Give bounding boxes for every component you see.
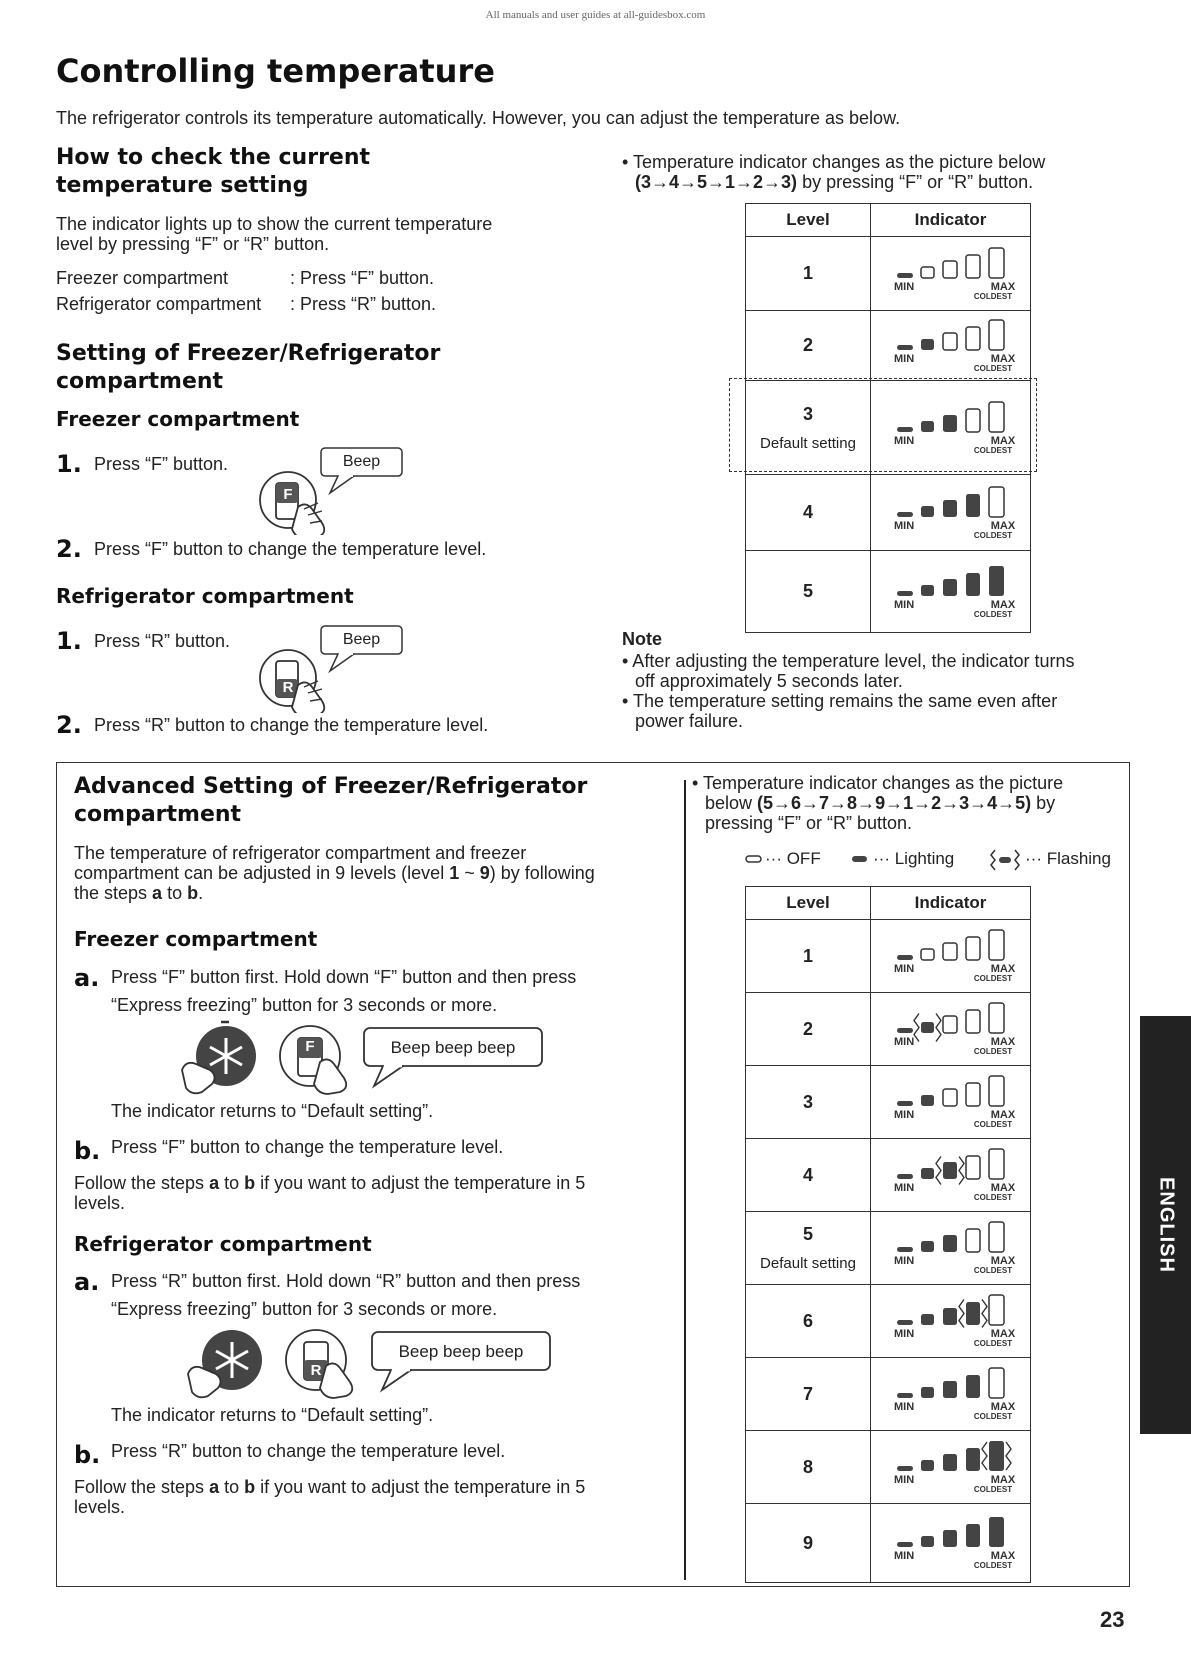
indicator-segment-2 xyxy=(921,1241,934,1252)
f-step1-text: Press “F” button. xyxy=(94,454,229,474)
level-cell xyxy=(746,1358,871,1431)
indicator-segment-3 xyxy=(943,1530,957,1547)
level-cell xyxy=(746,1066,871,1139)
max-label: MAX xyxy=(990,963,1015,975)
indicator-cell xyxy=(871,920,1031,993)
coldest-label: COLDEST xyxy=(973,1266,1012,1275)
max-label: MAX xyxy=(990,1255,1015,1267)
level-row xyxy=(746,237,1031,311)
level-row xyxy=(746,381,1031,475)
indicator-segment-5 xyxy=(989,1149,1004,1179)
max-label: MAX xyxy=(990,1550,1015,1562)
indicator-segment-2 xyxy=(921,1387,934,1398)
level-row xyxy=(746,1066,1031,1139)
advanced-heading: Advanced Setting of Freezer/Refrigerator compartment xyxy=(74,774,588,827)
level-number: 4 xyxy=(802,502,813,522)
min-label: MIN xyxy=(893,434,914,447)
temperature-indicator xyxy=(881,482,1021,544)
legend-off: ··· OFF xyxy=(765,849,821,868)
legend-lighting: ··· Lighting xyxy=(873,849,955,868)
level-row xyxy=(746,1285,1031,1358)
adv-fridge-heading: Refrigerator compartment xyxy=(74,1232,372,1256)
fridge-heading: Refrigerator compartment xyxy=(56,584,354,608)
temperature-indicator xyxy=(881,998,1021,1060)
min-label: MIN xyxy=(893,1550,914,1562)
ra-text: Press “R” button first. Hold down “R” button and then press “Express freezing” button for 3 seconds or more. xyxy=(111,1271,581,1319)
indicator-segment-1 xyxy=(897,1174,913,1179)
coldest-label: COLDEST xyxy=(973,1485,1012,1494)
level-number: 8 xyxy=(802,1456,813,1477)
indicator-segment-3 xyxy=(943,261,957,278)
coldest-label: COLDEST xyxy=(973,1412,1012,1421)
beep-bubble-r: Beep xyxy=(342,631,381,648)
temperature-indicator xyxy=(881,561,1021,623)
indicator-segment-3 xyxy=(943,1235,957,1252)
level-row xyxy=(746,993,1031,1066)
min-label: MIN xyxy=(893,1255,914,1267)
f-key-label: F xyxy=(283,486,293,503)
level-table-basic xyxy=(745,203,1031,633)
min-label: MIN xyxy=(893,280,914,293)
indicator-segment-4 xyxy=(966,255,980,278)
level-cell xyxy=(746,1504,871,1583)
indicator-segment-5 xyxy=(989,930,1004,960)
adv-f-key-label: F xyxy=(305,1038,315,1055)
min-label: MIN xyxy=(893,1109,914,1121)
coldest-label: COLDEST xyxy=(973,1047,1012,1056)
check-heading: How to check the current temperature setting xyxy=(56,145,371,198)
coldest-label: COLDEST xyxy=(973,1339,1012,1348)
r-step1-text: Press “R” button. xyxy=(94,631,231,651)
indicator-cell xyxy=(871,381,1031,475)
indicator-segment-5 xyxy=(989,1295,1004,1325)
level-row xyxy=(746,1212,1031,1285)
indicator-segment-1 xyxy=(897,591,913,596)
indicator-segment-4 xyxy=(966,1156,980,1179)
indicator-segment-3 xyxy=(943,333,957,350)
fa-number: a. xyxy=(74,964,100,992)
level-cell xyxy=(746,1285,871,1358)
fb-number: b. xyxy=(74,1137,101,1165)
indicator-segment-2 xyxy=(921,1536,934,1547)
freezer-action: : Press “F” button. xyxy=(290,268,435,288)
off-icon xyxy=(745,854,763,864)
indicator-segment-5 xyxy=(989,1003,1004,1033)
level-row xyxy=(746,311,1031,381)
beep-bubble: Beep xyxy=(342,453,381,470)
indicator-segment-3 xyxy=(943,1454,957,1471)
level-row xyxy=(746,1139,1031,1212)
check-description: The indicator lights up to show the current temperature level by pressing “F” or “R” button. xyxy=(56,214,493,254)
level-cell xyxy=(746,920,871,993)
indicator-legend xyxy=(745,849,1125,873)
temperature-indicator xyxy=(881,315,1021,377)
indicator-segment-1 xyxy=(897,1320,913,1325)
indicator-segment-2 xyxy=(921,1314,934,1325)
indicator-segment-5 xyxy=(989,1222,1004,1252)
coldest-label: COLDEST xyxy=(973,1561,1012,1570)
indicator-segment-2 xyxy=(921,421,934,432)
col-level-adv: Level xyxy=(746,887,871,920)
f-returns-text: The indicator returns to “Default setting”. xyxy=(111,1101,434,1121)
indicator-segment-4 xyxy=(966,1229,980,1252)
indicator-cell xyxy=(871,993,1031,1066)
indicator-segment-1 xyxy=(897,273,913,278)
note-title: Note xyxy=(622,629,662,649)
indicator-segment-5 xyxy=(989,487,1004,517)
r-follow-text: Follow the steps a to b if you want to adjust the temperature in 5 levels. xyxy=(74,1477,586,1517)
f-step2-text: Press “F” button to change the temperature level. xyxy=(94,539,487,559)
min-label: MIN xyxy=(893,1182,914,1194)
beep3-bubble-f: Beep beep beep xyxy=(390,1038,516,1057)
level-number: 3 xyxy=(802,403,813,424)
min-label: MIN xyxy=(893,352,914,365)
indicator-segment-5 xyxy=(989,1517,1004,1547)
temperature-indicator xyxy=(881,397,1021,459)
table1-bullet: • Temperature indicator changes as the picture below (3→4→5→1→2→3) by pressing “F” or “R” button. xyxy=(622,152,1046,192)
min-label: MIN xyxy=(893,598,914,611)
note-bullets: • After adjusting the temperature level, the indicator turns off approximately 5 seconds later. • The temperature setting remains the same even after power failure. xyxy=(622,651,1075,731)
coldest-label: COLDEST xyxy=(973,291,1012,301)
temperature-indicator xyxy=(881,1217,1021,1279)
indicator-cell xyxy=(871,311,1031,381)
default-setting-label: Default setting xyxy=(760,434,856,452)
coldest-label: COLDEST xyxy=(973,445,1012,455)
advanced-divider xyxy=(684,780,686,1580)
level-row xyxy=(746,920,1031,993)
temperature-indicator xyxy=(881,1071,1021,1133)
indicator-segment-1 xyxy=(897,1028,913,1033)
level-number: 9 xyxy=(802,1532,813,1553)
temperature-indicator xyxy=(881,1436,1021,1498)
indicator-segment-1 xyxy=(897,1247,913,1252)
indicator-segment-1 xyxy=(897,1466,913,1471)
temperature-indicator xyxy=(881,1363,1021,1425)
level-cell xyxy=(746,475,871,551)
r-returns-text: The indicator returns to “Default setting”. xyxy=(111,1405,434,1425)
table2-bullet: • Temperature indicator changes as the picture below (5→6→7→8→9→1→2→3→4→5) by pressing “F” or “R” button. xyxy=(692,773,1064,833)
max-label: MAX xyxy=(990,1328,1015,1340)
indicator-cell xyxy=(871,551,1031,633)
min-label: MIN xyxy=(893,1474,914,1486)
indicator-segment-5 xyxy=(989,1441,1004,1471)
max-label: MAX xyxy=(990,1182,1015,1194)
lighting-icon xyxy=(851,854,869,864)
level-cell xyxy=(746,993,871,1066)
r-step2-number: 2. xyxy=(56,711,82,739)
source-note: All manuals and user guides at all-guidesbox.com xyxy=(485,9,706,21)
level-row xyxy=(746,1504,1031,1583)
max-label: MAX xyxy=(990,519,1015,532)
indicator-segment-3 xyxy=(943,1089,957,1106)
level-cell xyxy=(746,237,871,311)
indicator-segment-1 xyxy=(897,955,913,960)
indicator-segment-2 xyxy=(921,585,934,596)
indicator-segment-5 xyxy=(989,1076,1004,1106)
level-row xyxy=(746,551,1031,633)
coldest-label: COLDEST xyxy=(973,1120,1012,1129)
advanced-description: The temperature of refrigerator compartment and freezer compartment can be adjusted in 9 levels (level 1 ~ 9) by following the steps a to b. xyxy=(74,843,595,903)
indicator-segment-2 xyxy=(921,1095,934,1106)
coldest-label: COLDEST xyxy=(973,530,1012,540)
col-indicator: Indicator xyxy=(871,204,1031,237)
level-cell xyxy=(746,1212,871,1285)
level-row xyxy=(746,1358,1031,1431)
indicator-segment-5 xyxy=(989,248,1004,278)
indicator-segment-1 xyxy=(897,427,913,432)
level-cell xyxy=(746,381,871,475)
indicator-cell xyxy=(871,1431,1031,1504)
temperature-indicator xyxy=(881,1290,1021,1352)
temperature-indicator xyxy=(881,243,1021,305)
indicator-segment-2 xyxy=(921,339,934,350)
min-label: MIN xyxy=(893,963,914,975)
flashing-icon xyxy=(987,849,1023,871)
indicator-segment-4 xyxy=(966,573,980,596)
level-number: 1 xyxy=(802,945,813,966)
indicator-segment-4 xyxy=(966,409,980,432)
indicator-segment-5 xyxy=(989,402,1004,432)
level-number: 4 xyxy=(802,1164,813,1185)
indicator-cell xyxy=(871,475,1031,551)
language-tab: ENGLISH xyxy=(1140,1016,1191,1434)
indicator-segment-2 xyxy=(921,1022,934,1033)
fridge-action: : Press “R” button. xyxy=(290,294,437,314)
level-number: 5 xyxy=(802,1224,813,1244)
level-table-advanced xyxy=(745,886,1031,1583)
indicator-segment-1 xyxy=(897,1542,913,1547)
r-step1-number: 1. xyxy=(56,627,82,655)
indicator-segment-3 xyxy=(943,1016,957,1033)
level-cell xyxy=(746,311,871,381)
fb-text: Press “F” button to change the temperature level. xyxy=(111,1137,504,1157)
indicator-segment-3 xyxy=(943,579,957,596)
f-follow-text: Follow the steps a to b if you want to adjust the temperature in 5 levels. xyxy=(74,1173,586,1213)
r-step2-text: Press “R” button to change the temperature level. xyxy=(94,715,489,735)
beep3-bubble-r: Beep beep beep xyxy=(398,1342,524,1361)
indicator-segment-4 xyxy=(966,1010,980,1033)
min-label: MIN xyxy=(893,1401,914,1413)
temperature-indicator xyxy=(881,1144,1021,1206)
min-label: MIN xyxy=(893,1036,914,1048)
coldest-label: COLDEST xyxy=(973,1193,1012,1202)
indicator-segment-4 xyxy=(966,494,980,517)
indicator-cell xyxy=(871,1358,1031,1431)
adv-freezer-heading: Freezer compartment xyxy=(74,927,318,951)
coldest-label: COLDEST xyxy=(973,609,1012,619)
f-step1-number: 1. xyxy=(56,450,82,478)
level-cell xyxy=(746,1431,871,1504)
indicator-cell xyxy=(871,1212,1031,1285)
check-list xyxy=(56,265,436,317)
fridge-label: Refrigerator compartment xyxy=(56,294,262,314)
f-step2-number: 2. xyxy=(56,535,82,563)
indicator-segment-3 xyxy=(943,1381,957,1398)
max-label: MAX xyxy=(990,598,1015,611)
indicator-segment-3 xyxy=(943,1308,957,1325)
indicator-segment-4 xyxy=(966,1302,980,1325)
rb-number: b. xyxy=(74,1441,101,1469)
level-number: 3 xyxy=(802,1091,813,1112)
max-label: MAX xyxy=(990,1401,1015,1413)
indicator-segment-5 xyxy=(989,320,1004,350)
adv-r-key-label: R xyxy=(310,1362,322,1379)
indicator-segment-2 xyxy=(921,1168,934,1179)
freezer-label: Freezer compartment xyxy=(56,268,229,288)
level-number: 6 xyxy=(802,1310,813,1331)
setting-heading: Setting of Freezer/Refrigerator compartment xyxy=(56,341,441,394)
indicator-segment-4 xyxy=(966,937,980,960)
indicator-segment-2 xyxy=(921,949,934,960)
rb-text: Press “R” button to change the temperature level. xyxy=(111,1441,506,1461)
level-number: 2 xyxy=(802,335,813,355)
indicator-segment-4 xyxy=(966,1524,980,1547)
indicator-cell xyxy=(871,1066,1031,1139)
level-row xyxy=(746,475,1031,551)
freezer-heading: Freezer compartment xyxy=(56,407,300,431)
min-label: MIN xyxy=(893,519,914,532)
indicator-segment-4 xyxy=(966,1083,980,1106)
indicator-segment-4 xyxy=(966,1448,980,1471)
indicator-segment-1 xyxy=(897,345,913,350)
indicator-segment-4 xyxy=(966,1375,980,1398)
max-label: MAX xyxy=(990,280,1015,293)
indicator-segment-4 xyxy=(966,327,980,350)
indicator-segment-3 xyxy=(943,415,957,432)
max-label: MAX xyxy=(990,1474,1015,1486)
page-title: Controlling temperature xyxy=(56,52,495,90)
temperature-indicator xyxy=(881,925,1021,987)
temperature-indicator xyxy=(881,1512,1021,1574)
indicator-segment-5 xyxy=(989,566,1004,596)
level-number: 1 xyxy=(802,263,813,283)
coldest-label: COLDEST xyxy=(973,363,1012,373)
intro-text: The refrigerator controls its temperature automatically. However, you can adjust the temperature as below. xyxy=(56,108,901,128)
min-label: MIN xyxy=(893,1328,914,1340)
indicator-segment-2 xyxy=(921,506,934,517)
indicator-segment-1 xyxy=(897,1393,913,1398)
default-setting-label: Default setting xyxy=(760,1255,856,1272)
indicator-segment-1 xyxy=(897,512,913,517)
indicator-segment-1 xyxy=(897,1101,913,1106)
indicator-segment-2 xyxy=(921,1460,934,1471)
page-number: 23 xyxy=(1100,1607,1125,1632)
indicator-cell xyxy=(871,1504,1031,1583)
max-label: MAX xyxy=(990,434,1015,447)
indicator-segment-3 xyxy=(943,1162,957,1179)
indicator-segment-3 xyxy=(943,500,957,517)
ra-number: a. xyxy=(74,1268,100,1296)
fa-text: Press “F” button first. Hold down “F” button and then press “Express freezing” button for 3 seconds or more. xyxy=(111,967,577,1015)
level-number: 5 xyxy=(802,581,813,601)
coldest-label: COLDEST xyxy=(973,974,1012,983)
level-row xyxy=(746,1431,1031,1504)
level-number: 2 xyxy=(802,1018,813,1039)
legend-flashing: ··· Flashing xyxy=(1025,849,1111,868)
indicator-segment-2 xyxy=(921,267,934,278)
col-indicator-adv: Indicator xyxy=(871,887,1031,920)
indicator-segment-3 xyxy=(943,943,957,960)
level-cell xyxy=(746,1139,871,1212)
indicator-segment-5 xyxy=(989,1368,1004,1398)
max-label: MAX xyxy=(990,1036,1015,1048)
max-label: MAX xyxy=(990,1109,1015,1121)
max-label: MAX xyxy=(990,352,1015,365)
level-cell xyxy=(746,551,871,633)
indicator-cell xyxy=(871,1139,1031,1212)
level-number: 7 xyxy=(802,1383,813,1404)
col-level: Level xyxy=(746,204,871,237)
indicator-cell xyxy=(871,1285,1031,1358)
indicator-cell xyxy=(871,237,1031,311)
r-key-label: R xyxy=(282,679,294,696)
